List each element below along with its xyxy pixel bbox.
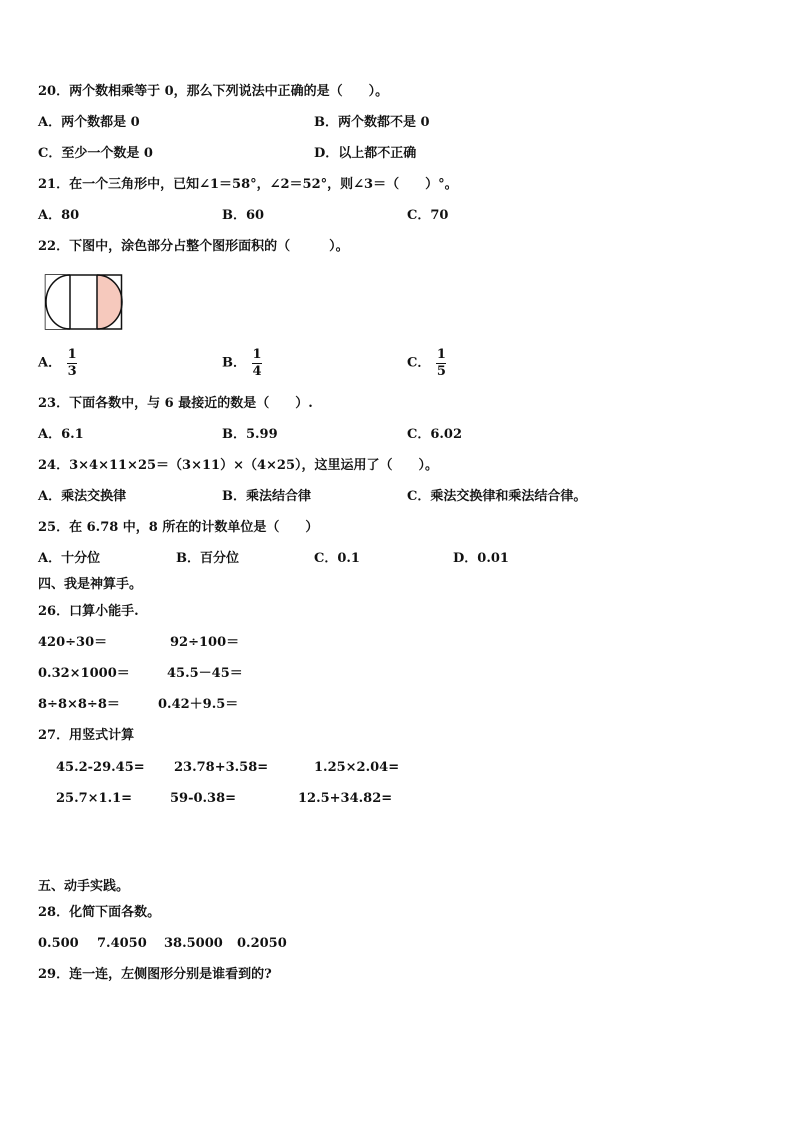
q27-item: 23.78+3.58=	[174, 760, 269, 775]
q26-stem: 26．口算小能手.	[38, 604, 139, 619]
q26-item: 0.42＋9.5＝	[158, 697, 239, 712]
q27-item: 25.7×1.1=	[56, 791, 133, 806]
q26-item: 8÷8×8÷8＝	[38, 697, 120, 712]
option-letter: A．	[38, 355, 62, 371]
q25-option-d: D．0.01	[453, 551, 509, 566]
q25-option-c: C．0.1	[314, 551, 360, 566]
shaded-region	[97, 275, 122, 329]
q20-option-d: D．以上都不正确	[314, 146, 417, 161]
q21-option-b: B．60	[222, 208, 265, 223]
q21-option-a: A．80	[38, 208, 80, 223]
q21-stem: 21．在一个三角形中，已知∠1＝58°，∠2＝52°，则∠3＝（ ）°。	[38, 177, 458, 192]
q28-item: 38.5000	[164, 936, 223, 951]
q21-option-c: C．70	[407, 208, 449, 223]
q20-stem: 20．两个数相乘等于 0，那么下列说法中正确的是（ ）。	[38, 84, 389, 99]
section-4-heading: 四、我是神算手。	[38, 577, 143, 592]
option-letter: B．	[222, 355, 246, 371]
q24-option-b: B．乘法结合律	[222, 489, 311, 504]
q23-stem: 23．下面各数中，与 6 最接近的数是（ ）.	[38, 396, 313, 411]
q26-item: 0.32×1000＝	[38, 666, 130, 681]
section-5-heading: 五、动手实践。	[38, 879, 130, 894]
q28-item: 0.2050	[237, 936, 287, 951]
q27-item: 1.25×2.04=	[314, 760, 400, 775]
denominator: 4	[252, 364, 262, 379]
q20-option-b: B．两个数都不是 0	[314, 115, 430, 130]
q26-item: 420÷30＝	[38, 635, 108, 650]
q22-stem: 22．下图中，涂色部分占整个图形面积的（ ）。	[38, 239, 349, 254]
q26-item: 45.5－45＝	[167, 666, 243, 681]
q27-item: 45.2-29.45=	[56, 760, 145, 775]
q28-item: 7.4050	[97, 936, 147, 951]
q25-option-a: A．十分位	[38, 551, 101, 566]
q28-stem: 28．化简下面各数。	[38, 905, 161, 920]
q24-stem: 24．3×4×11×25＝（3×11）×（4×25），这里运用了（ ）。	[38, 458, 438, 473]
q22-option-a	[38, 348, 77, 379]
denominator: 5	[436, 364, 446, 379]
shaded-left-region	[46, 275, 71, 329]
q24-option-c: C．乘法交换律和乘法结合律。	[407, 489, 587, 504]
numerator: 1	[436, 347, 446, 362]
q28-item: 0.500	[38, 936, 79, 951]
q22-option-c	[407, 348, 446, 379]
q20-option-a: A．两个数都是 0	[38, 115, 140, 130]
q24-option-a: A．乘法交换律	[38, 489, 127, 504]
q25-stem: 25．在 6.78 中，8 所在的计数单位是（ ）	[38, 520, 319, 535]
q20-option-c: C．至少一个数是 0	[38, 146, 153, 161]
shaded-figure	[44, 274, 124, 332]
denominator: 3	[67, 364, 77, 379]
q23-option-a: A．6.1	[38, 427, 84, 442]
q27-stem: 27．用竖式计算	[38, 728, 135, 743]
q27-item: 59-0.38=	[170, 791, 237, 806]
q26-item: 92÷100＝	[170, 635, 240, 650]
numerator: 1	[67, 347, 77, 362]
q22-option-b	[222, 348, 262, 379]
q23-option-b: B．5.99	[222, 427, 278, 442]
q25-option-b: B．百分位	[176, 551, 239, 566]
q27-item: 12.5+34.82=	[298, 791, 393, 806]
q23-option-c: C．6.02	[407, 427, 463, 442]
option-letter: C．	[407, 355, 431, 371]
q29-stem: 29．连一连，左侧图形分别是谁看到的?	[38, 967, 272, 982]
numerator: 1	[252, 347, 262, 362]
